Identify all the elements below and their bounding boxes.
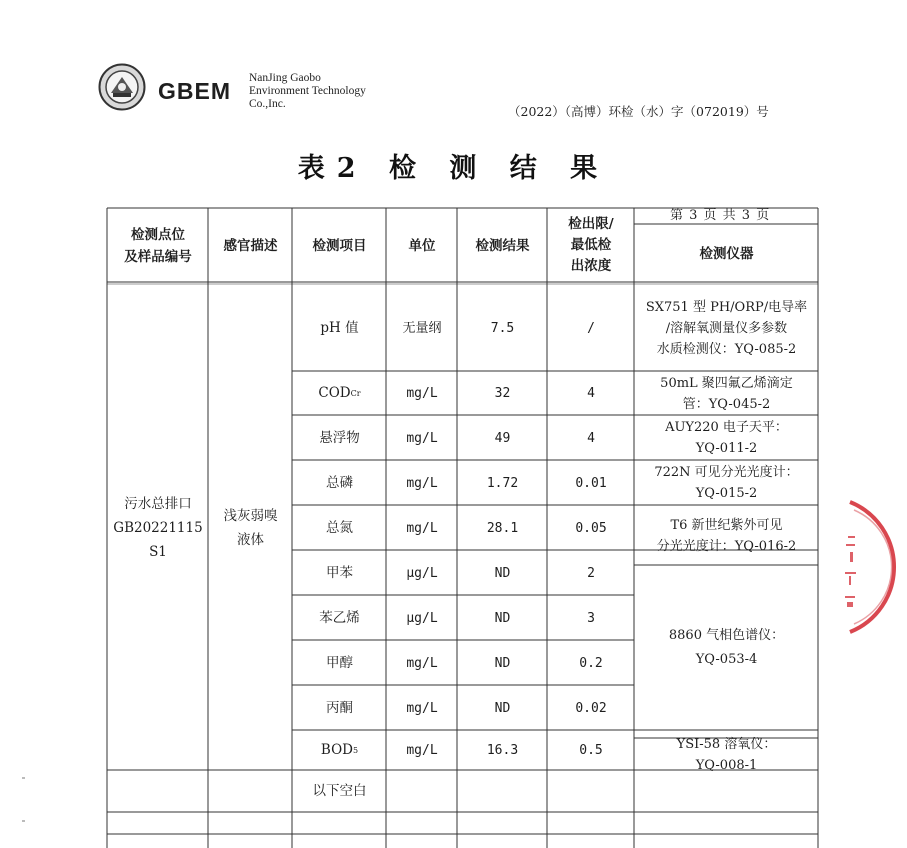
detection-limit-cell-text: 3 bbox=[587, 610, 595, 626]
detection-limit-cell-text: 0.05 bbox=[575, 520, 607, 536]
unit-cell-text: mg/L bbox=[406, 700, 438, 716]
unit-cell-text: μg/L bbox=[406, 565, 438, 581]
result-cell bbox=[458, 506, 547, 550]
test-item-cell-text: COD bbox=[318, 385, 351, 401]
result-cell-text: ND bbox=[494, 655, 511, 671]
company-seal-logo bbox=[98, 63, 146, 111]
instrument-cell: 722N 可见分光光度计： YQ-015-2 bbox=[654, 465, 799, 501]
header-unit: 单位 bbox=[408, 237, 436, 254]
header-sensory: 感官描述 bbox=[223, 237, 278, 254]
logo-wordmark: GBEM bbox=[158, 78, 231, 104]
test-item-cell-text: 甲醇 bbox=[326, 654, 353, 671]
unit-cell bbox=[387, 506, 457, 550]
test-item-cell bbox=[293, 461, 386, 505]
detection-limit-cell-text: / bbox=[587, 320, 595, 336]
test-item-cell bbox=[293, 416, 386, 460]
company-line: Environment Technology bbox=[249, 85, 366, 97]
result-cell-text: 49 bbox=[494, 430, 511, 446]
detection-limit-cell bbox=[548, 596, 634, 640]
unit-cell bbox=[387, 285, 457, 371]
instrument-cell: T6 新世纪紫外可见 分光光度计：YQ-016-2 bbox=[656, 517, 797, 554]
result-cell-text: 32 bbox=[494, 386, 511, 401]
test-item-cell bbox=[293, 731, 386, 770]
result-cell bbox=[458, 641, 547, 685]
result-cell-text: 28.1 bbox=[486, 520, 519, 536]
result-cell-text: ND bbox=[494, 700, 511, 716]
test-item-cell-text: 悬浮物 bbox=[319, 429, 360, 446]
sensory-description-cell: 浅灰弱嗅 液体 bbox=[223, 507, 278, 548]
sample-site-cell: 污水总排口 GB20221115 S1 bbox=[113, 495, 203, 560]
detection-limit-cell-text: 2 bbox=[587, 565, 595, 581]
detection-limit-cell bbox=[548, 686, 634, 730]
company-line: Co.,Inc. bbox=[249, 98, 286, 110]
unit-cell bbox=[387, 686, 457, 730]
test-item-cell bbox=[293, 686, 386, 730]
test-item-cell-text: 总氮 bbox=[326, 519, 353, 536]
scan-speck bbox=[22, 777, 25, 779]
test-item-cell bbox=[293, 596, 386, 640]
instrument-cell: AUY220 电子天平： YQ-011-2 bbox=[665, 420, 788, 456]
unit-cell-text: mg/L bbox=[406, 475, 438, 491]
detection-limit-cell bbox=[548, 641, 634, 685]
instrument-cell: SX751 型 PH/ORP/电导率 /溶解氧测量仪多参数 水质检测仪：YQ-085-2 bbox=[645, 299, 808, 357]
header-sample-site: 检测点位 及样品编号 bbox=[124, 226, 192, 265]
detection-limit-cell bbox=[548, 285, 634, 371]
detection-limit-cell-text: 4 bbox=[587, 430, 595, 446]
scan-speck bbox=[22, 820, 25, 822]
detection-limit-cell bbox=[548, 731, 634, 770]
result-cell-text: 1.72 bbox=[486, 475, 519, 491]
unit-cell-text: mg/L bbox=[406, 430, 438, 446]
unit-cell bbox=[387, 641, 457, 685]
detection-limit-cell bbox=[548, 416, 634, 460]
instrument-cell: 50mL 聚四氟乙烯滴定 管：YQ-045-2 bbox=[660, 375, 793, 412]
unit-cell bbox=[387, 372, 457, 415]
header-result: 检测结果 bbox=[475, 237, 530, 254]
unit-cell-text: mg/L bbox=[406, 520, 438, 536]
instrument-cell: YSI-58 溶氧仪： YQ-008-1 bbox=[676, 736, 777, 773]
test-item-cell-text: pH 值 bbox=[320, 319, 359, 336]
detection-limit-cell bbox=[548, 372, 634, 415]
unit-cell bbox=[387, 596, 457, 640]
detection-limit-cell-text: 4 bbox=[587, 386, 595, 401]
test-item-cell-text: BOD bbox=[320, 742, 353, 758]
unit-cell bbox=[387, 416, 457, 460]
unit-cell-text: μg/L bbox=[406, 610, 438, 626]
instrument-cell: 8860 气相色谱仪： YQ-053-4 bbox=[668, 628, 785, 667]
detection-limit-cell-text: 0.2 bbox=[579, 655, 603, 671]
result-cell bbox=[458, 596, 547, 640]
result-cell-text: 16.3 bbox=[486, 743, 519, 758]
result-cell bbox=[458, 372, 547, 415]
unit-cell bbox=[387, 461, 457, 505]
header-instrument: 检测仪器 bbox=[699, 245, 754, 262]
detection-limit-cell-text: 0.02 bbox=[575, 700, 607, 716]
test-item-subscript: Cr bbox=[350, 389, 361, 398]
page-number: 第 3 页 共 3 页 bbox=[670, 208, 771, 223]
company-name bbox=[249, 72, 366, 111]
blank-note: 以下空白 bbox=[312, 783, 367, 799]
unit-cell-text: 无量纲 bbox=[402, 320, 442, 336]
test-item-cell-text: 总磷 bbox=[326, 474, 353, 491]
test-item-cell bbox=[293, 506, 386, 550]
unit-cell-text: mg/L bbox=[406, 743, 438, 758]
test-item-cell bbox=[293, 372, 386, 415]
test-item-subscript: 5 bbox=[352, 746, 359, 755]
red-inspection-stamp bbox=[842, 492, 907, 642]
result-cell bbox=[458, 461, 547, 505]
result-cell bbox=[458, 416, 547, 460]
detection-limit-cell bbox=[548, 551, 634, 595]
table-title: 表2 检 测 结 果 bbox=[297, 153, 610, 184]
test-item-cell bbox=[293, 641, 386, 685]
header-test-item: 检测项目 bbox=[312, 237, 367, 254]
result-cell bbox=[458, 686, 547, 730]
result-cell bbox=[458, 551, 547, 595]
detection-limit-cell bbox=[548, 461, 634, 505]
report-number: （2022）（高博）环检（水）字（072019）号 bbox=[508, 104, 769, 119]
unit-cell bbox=[387, 731, 457, 770]
detection-limit-cell-text: 0.01 bbox=[575, 475, 607, 491]
result-cell bbox=[458, 731, 547, 770]
result-cell-text: 7.5 bbox=[490, 320, 515, 336]
header-detection-limit: 检出限/ 最低检 出浓度 bbox=[568, 216, 614, 274]
detection-limit-cell-text: 0.5 bbox=[579, 743, 603, 758]
unit-cell bbox=[387, 551, 457, 595]
unit-cell-text: mg/L bbox=[406, 655, 438, 671]
test-item-cell bbox=[293, 551, 386, 595]
result-cell-text: ND bbox=[494, 610, 511, 626]
unit-cell-text: mg/L bbox=[406, 386, 438, 401]
result-cell-text: ND bbox=[494, 565, 511, 581]
company-line: NanJing Gaobo bbox=[249, 72, 321, 84]
test-item-cell-text: 甲苯 bbox=[326, 564, 353, 581]
test-item-cell-text: 苯乙烯 bbox=[319, 609, 360, 626]
result-cell bbox=[458, 285, 547, 371]
detection-limit-cell bbox=[548, 506, 634, 550]
test-item-cell-text: 丙酮 bbox=[326, 699, 353, 716]
test-item-cell bbox=[293, 285, 386, 371]
